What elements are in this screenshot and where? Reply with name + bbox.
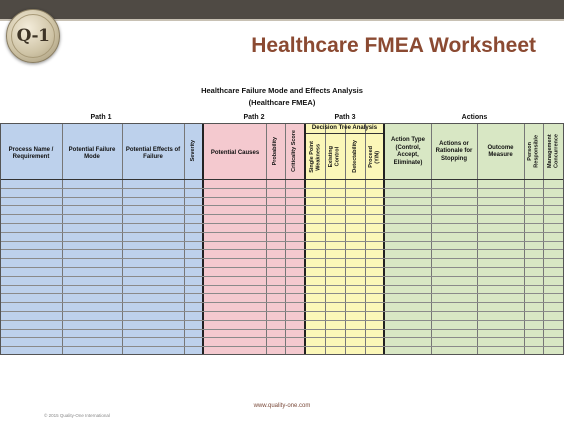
header-detectability: Detectability: [351, 140, 358, 173]
table-row-line: [0, 214, 564, 215]
path2-label: Path 2: [243, 114, 265, 121]
footer-url[interactable]: www.quality-one.com: [253, 403, 311, 409]
table-row-line: [0, 329, 564, 330]
header-outcome-measure: Outcome Measure: [487, 144, 514, 158]
table-row-line: [0, 302, 564, 303]
actions-label: Actions: [461, 114, 488, 121]
table-row-line: [0, 311, 564, 312]
top-bar: [0, 0, 564, 19]
header-person-responsible: Person Responsible: [526, 134, 540, 168]
worksheet-title: Healthcare Failure Mode and Effects Analysis: [201, 86, 363, 95]
header-causes: Potential Causes: [210, 150, 260, 157]
header-proceed: Proceed (Y/N): [367, 145, 381, 168]
header-management-concurrence: Management Concurrence: [546, 134, 560, 168]
header-actions-rationale: Actions or Rationale for Stopping: [435, 140, 473, 162]
decision-tree-label: Decision Tree Analysis: [311, 125, 378, 131]
header-existing-control: Existing Control: [328, 145, 341, 168]
header-effects: Potential Effects of Failure: [125, 146, 181, 160]
header-single-point: Single Point Weakness: [308, 140, 322, 173]
top-bar-accent: [0, 19, 564, 21]
header-failure-mode: Potential Failure Mode: [68, 146, 116, 160]
copyright: © 2015 Quality-One International: [44, 413, 110, 418]
header-probability: Probability: [272, 136, 279, 166]
table-row-line: [0, 285, 564, 286]
table-row-line: [0, 249, 564, 250]
table-row-line: [0, 241, 564, 242]
path3-label: Path 3: [334, 114, 356, 121]
table-row-line: [0, 337, 564, 338]
table-row-line: [0, 197, 564, 198]
logo-ring: [11, 14, 55, 58]
header-severity: Severity: [189, 140, 196, 162]
header-process-name: Process Name / Requirement: [8, 146, 54, 160]
table-row-line: [0, 267, 564, 268]
table-row-line: [0, 223, 564, 224]
header-action-type: Action Type (Control, Accept, Eliminate): [391, 137, 425, 166]
table-row-line: [0, 232, 564, 233]
page-title: Healthcare FMEA Worksheet: [251, 34, 536, 57]
table-row-line: [0, 293, 564, 294]
header-divider: [0, 179, 564, 180]
header-criticality: Criticality Score: [291, 130, 298, 172]
worksheet-subtitle: (Healthcare FMEA): [248, 98, 316, 107]
q1-logo: [6, 9, 60, 63]
table-row-line: [0, 346, 564, 347]
table-row-line: [0, 276, 564, 277]
decision-tree-underline: [306, 133, 383, 134]
table-row-line: [0, 188, 564, 189]
path1-label: Path 1: [90, 114, 112, 121]
logo-text: Q-1: [16, 26, 50, 46]
table-row-line: [0, 205, 564, 206]
table-row-line: [0, 258, 564, 259]
fmea-worksheet-grid: [0, 123, 564, 355]
table-row-line: [0, 320, 564, 321]
